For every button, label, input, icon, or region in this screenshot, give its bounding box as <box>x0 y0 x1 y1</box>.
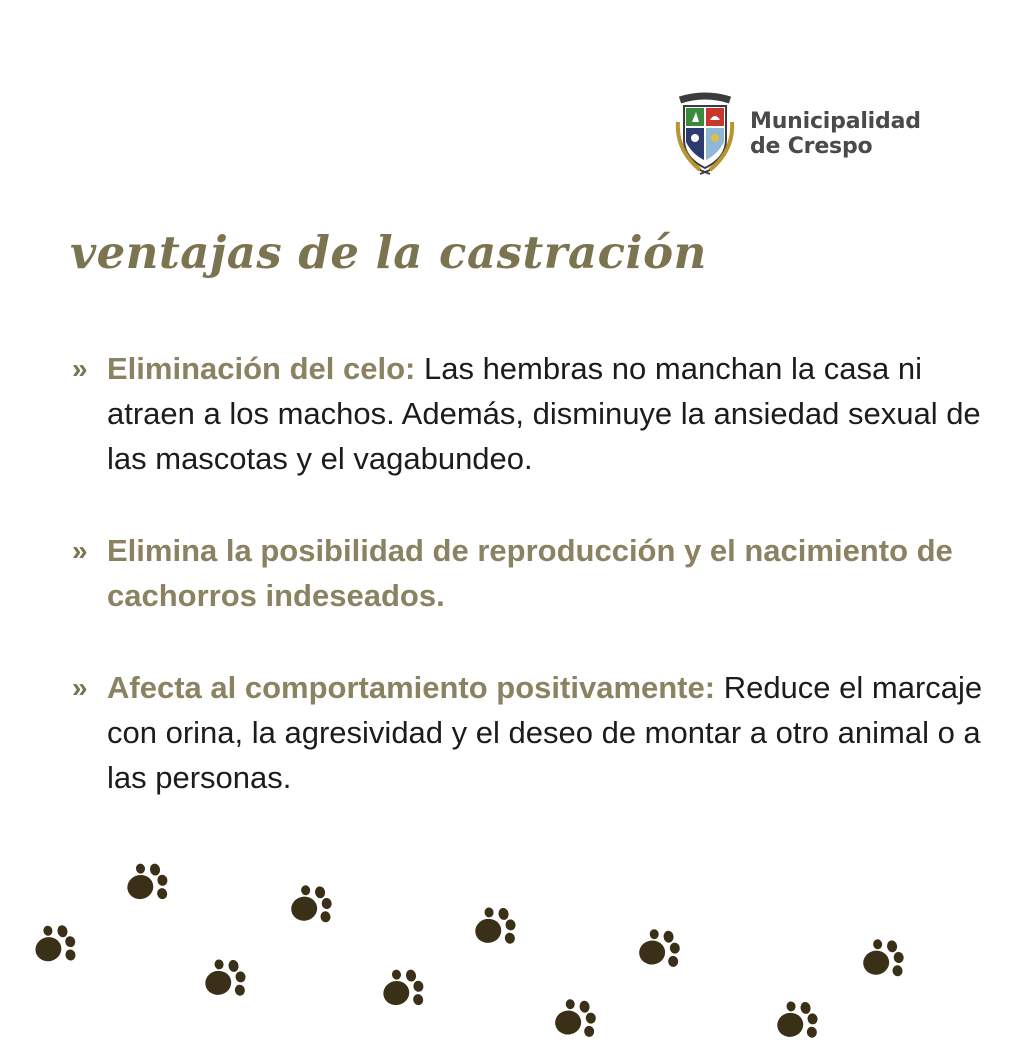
municipal-crest-icon <box>674 92 736 176</box>
paw-print-icon <box>630 926 685 977</box>
paw-print-icon <box>194 954 251 1008</box>
org-name-line2: de Crespo <box>750 134 873 159</box>
paw-print-icon <box>546 996 601 1047</box>
list-item <box>72 528 992 618</box>
item-lead: Eliminación del celo: <box>107 351 416 386</box>
paw-prints-decoration <box>0 840 1024 1024</box>
paw-print-icon <box>23 919 83 976</box>
list-item <box>72 346 992 481</box>
org-name <box>750 109 921 159</box>
paw-print-icon <box>853 935 909 988</box>
bullet-marker: » <box>72 353 88 384</box>
bullet-marker: » <box>72 672 88 703</box>
item-body: Reduce el marcaje con orina, la agresividad y el deseo de montar a otro animal o a las personas. <box>107 670 983 795</box>
item-lead: Elimina la posibilidad de reproducción y el nacimiento de cachorros indeseados. <box>107 533 953 613</box>
page-title: ventajas de la castración <box>70 226 707 279</box>
benefits-list <box>72 346 992 800</box>
paw-print-icon <box>116 857 174 912</box>
paw-print-icon <box>281 881 337 934</box>
item-lead: Afecta al comportamiento positivamente: <box>107 670 716 705</box>
org-name-line1: Municipalidad <box>750 109 921 134</box>
item-body: Las hembras no manchan la casa ni atraen a los machos. Además, disminuye la ansiedad sexual de las mascotas y el vagabundeo. <box>107 351 981 476</box>
municipal-logo <box>674 92 921 176</box>
paw-print-icon <box>372 963 430 1018</box>
list-item <box>72 665 992 800</box>
bullet-marker: » <box>72 535 88 566</box>
paw-print-icon <box>766 996 823 1050</box>
paw-print-icon <box>464 902 521 956</box>
